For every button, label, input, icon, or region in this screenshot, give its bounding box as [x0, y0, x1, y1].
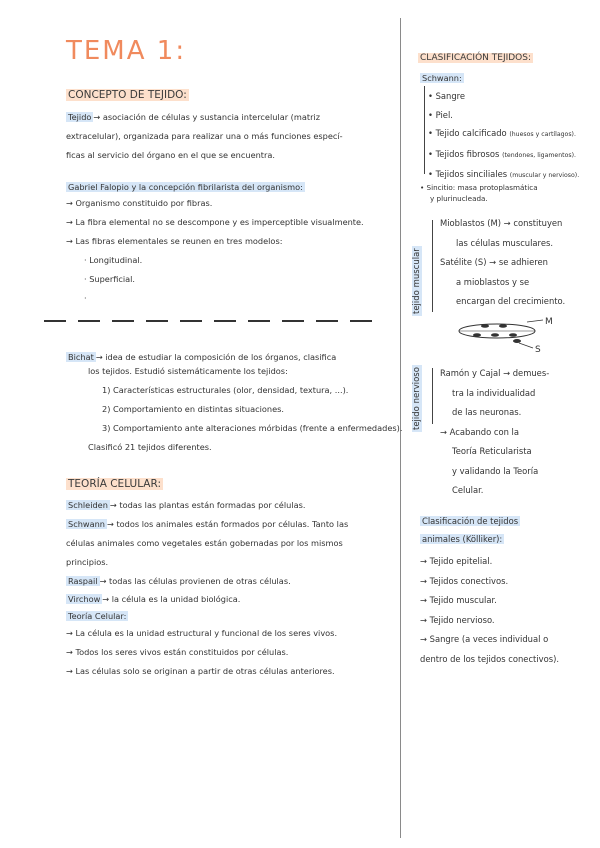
nucleus [491, 333, 499, 337]
nucleus [481, 324, 489, 328]
muscular-line: Mioblastos (M) → constituyen [440, 218, 563, 228]
nervioso-text [440, 364, 549, 501]
nervioso-bracket [432, 368, 433, 424]
nervioso-line: Ramón y Cajal → demues- [440, 368, 550, 378]
nucleus [499, 324, 507, 328]
schleiden-line [66, 500, 305, 510]
nervioso-line: de las neuronas. [452, 407, 522, 417]
schwann-item-label: • Tejido calcificado [428, 128, 507, 138]
virchow-term: Virchow [68, 594, 101, 604]
teoria-line: → Todos los seres vivos están constituidos por células. [66, 647, 289, 657]
bichat-list [88, 362, 402, 457]
muscular-label-text: tejido muscular [412, 248, 422, 314]
schwann-note-fibrosos: (tendones, ligamentos). [502, 151, 576, 159]
s-label: S [535, 345, 541, 354]
kolliker-heading-line [420, 512, 520, 530]
nervioso-line: → Acabando con la [440, 426, 520, 437]
virchow-line [66, 594, 240, 604]
bichat-line: 1) Características estructurales (olor, densidad, textura, ...). [102, 385, 349, 395]
schleiden-term: Schleiden [68, 500, 108, 510]
muscular-bracket [432, 220, 433, 312]
schwann-note-calcificado: (huesos y cartílagos). [509, 131, 576, 138]
clasificacion-heading [418, 53, 533, 63]
bichat-text-1: → idea de estudiar la composición de los órganos, clasifica [95, 352, 337, 362]
fallopio-line: · Longitudinal. [84, 255, 143, 265]
fallopio-line: · [84, 293, 87, 303]
schwann-line-3: principios. [66, 557, 109, 567]
teoria-line: → Las células solo se originan a partir de otras células anteriores. [66, 666, 335, 676]
muscular-line: Satélite (S) → se adhieren [440, 257, 548, 267]
concepto-heading [66, 89, 189, 101]
kolliker-item: → Sangre (a veces individual o [420, 634, 549, 644]
fallopio-line: → La fibra elemental no se descompone y es imperceptible visualmente. [66, 217, 364, 227]
nervioso-line: Teoría Reticularista [452, 446, 532, 456]
page-title: TEMA 1: [66, 36, 187, 66]
schwann-note-sinciliales: (muscular y nervioso). [509, 172, 580, 179]
nucleus [473, 333, 481, 337]
muscle-fiber-diagram [455, 310, 560, 354]
schwann-item [428, 145, 579, 166]
teoria-subheading-text: Teoría Celular: [68, 611, 127, 621]
schwann-line-2: células animales como vegetales están gobernadas por los mismos [66, 538, 343, 548]
m-label: M [545, 317, 553, 327]
fallopio-list [66, 194, 364, 308]
fallopio-line: → Las fibras elementales se reunen en tres modelos: [66, 236, 283, 246]
fallopio-heading [66, 182, 305, 192]
schleiden-text: → todas las plantas están formadas por células. [109, 500, 306, 510]
raspail-line [66, 576, 291, 586]
muscular-text [440, 214, 565, 312]
nervioso-label-text: tejido nervioso [412, 367, 422, 430]
m-pointer [527, 320, 543, 322]
schwann-item: • Sangre [428, 91, 466, 101]
muscular-line: encargan del crecimiento. [456, 296, 566, 306]
concepto-term: Tejido [68, 112, 92, 122]
bichat-line: 3) Comportamiento ante alteraciones mórbidas (frente a enfermedades). [102, 423, 403, 433]
schwann-term: Schwann [68, 519, 105, 529]
teoria-heading [66, 478, 163, 490]
schwann-label [420, 73, 464, 83]
schwann-items [428, 87, 579, 186]
sincitio-line: • Sincitio: masa protoplasmática [420, 183, 538, 192]
fallopio-line: → Organismo constituido por fibras. [66, 198, 213, 208]
schwann-item-label: • Tejidos fibrosos [428, 148, 500, 159]
nervioso-line: tra la individualidad [452, 387, 536, 398]
muscular-label [412, 246, 422, 316]
satellite-cell [513, 339, 521, 343]
schwann-item: • Piel. [428, 109, 453, 120]
teoria-heading-text: TEORÍA CELULAR: [68, 478, 161, 490]
section-divider [44, 320, 374, 322]
schwann-line-1 [66, 519, 348, 529]
teoria-subheading [66, 611, 128, 621]
teoria-line: → La célula es la unidad estructural y funcional de los seres vivos. [66, 628, 338, 638]
raspail-text: → todas las células provienen de otras células. [99, 576, 291, 586]
bichat-line: 2) Comportamiento en distintas situaciones. [102, 404, 284, 414]
sincitio-note [420, 182, 538, 204]
kolliker-item: → Tejido epitelial. [420, 556, 493, 566]
kolliker-heading [420, 512, 520, 548]
sincitio-line: y plurinucleada. [430, 194, 488, 203]
schwann-item [428, 124, 579, 145]
kolliker-item: → Tejido muscular. [420, 595, 497, 605]
teoria-list [66, 624, 337, 681]
virchow-text: → la célula es la unidad biológica. [102, 594, 241, 604]
muscular-line: a mioblastos y se [456, 276, 530, 287]
schwann-bracket [424, 86, 425, 174]
concepto-text-1: → asociación de células y sustancia intercelular (matriz [93, 112, 321, 122]
fallopio-heading-text: Gabriel Falopio y la concepción fibrilarista del organismo: [68, 182, 303, 192]
concepto-line-3: ficas al servicio del órgano en el que se encuentra. [66, 150, 275, 160]
kolliker-list [420, 552, 559, 669]
concepto-heading-text: CONCEPTO DE TEJIDO: [68, 89, 187, 101]
bichat-line: los tejidos. Estudió sistemáticamente los tejidos: [88, 366, 288, 376]
schwann-text-1: → todos los animales están formados por células. Tanto las [106, 519, 349, 529]
concepto-line-2: extracelular), organizada para realizar una o más funciones especí- [66, 131, 343, 141]
kolliker-heading-text: animales (Kölliker): [422, 534, 503, 544]
bichat-line: Clasificó 21 tejidos diferentes. [88, 442, 212, 452]
fallopio-line: · Superficial. [84, 274, 136, 284]
raspail-term: Raspail [68, 576, 98, 586]
nervioso-line: y validando la Teoría [452, 465, 539, 476]
clasificacion-heading-text: CLASIFICACIÓN TEJIDOS: [420, 53, 532, 63]
kolliker-item: dentro de los tejidos conectivos). [420, 653, 560, 664]
kolliker-heading-line [420, 530, 520, 548]
bichat-line-1 [66, 352, 336, 362]
nervioso-line: Celular. [452, 485, 484, 495]
nervioso-label [412, 365, 422, 432]
nucleus [509, 333, 517, 337]
kolliker-heading-text: Clasificación de tejidos [422, 516, 519, 526]
muscular-line: las células musculares. [456, 237, 553, 248]
schwann-item-label: • Tejidos sinciliales [428, 169, 508, 179]
s-pointer [519, 343, 533, 348]
schwann-label-text: Schwann: [422, 73, 462, 83]
kolliker-item: → Tejidos conectivos. [420, 575, 509, 586]
bichat-term: Bichat [68, 352, 94, 362]
concepto-line-1 [66, 112, 320, 122]
kolliker-item: → Tejido nervioso. [420, 614, 495, 625]
